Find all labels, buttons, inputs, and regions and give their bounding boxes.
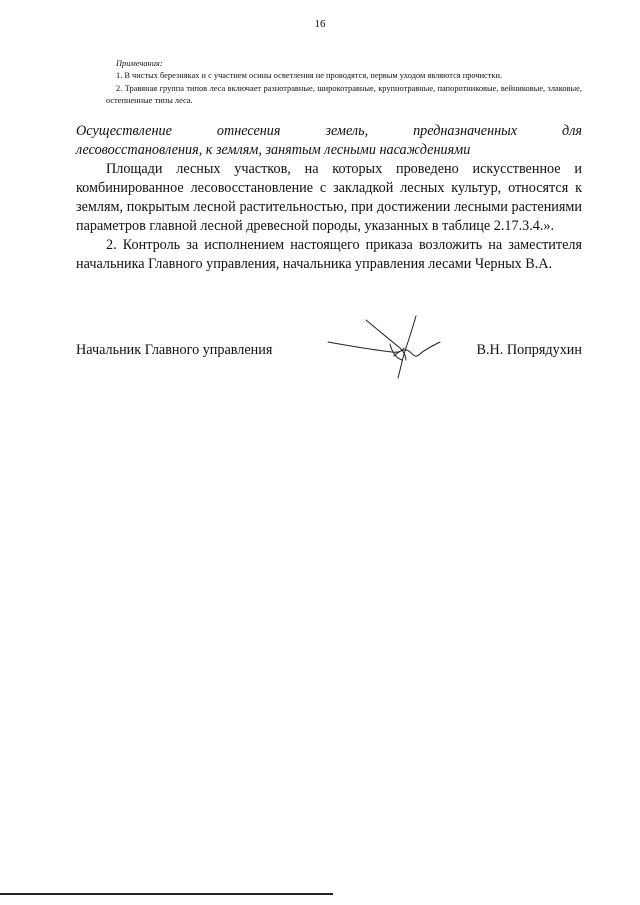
section-paragraph: Площади лесных участков, на которых проведено искусственное и комбинированное лесовосстановление с закладкой лесных культур, относятся к землям, покрытым лесной растительностью, при достижении лесными растениями параметров главной лесной древесной породы, указанных в таблице 2.17.3.4.». [76,161,582,234]
notes-block [106,58,582,108]
handwritten-signature [320,312,450,382]
section-heading-line-1: Осуществление отнесения земель, предназначенных для [76,123,582,139]
main-text [76,122,582,274]
signer-name: В.Н. Попрядухин [476,342,582,358]
bottom-rule [0,893,333,895]
page-number: 16 [314,18,326,30]
signer-title: Начальник Главного управления [76,342,273,358]
section-heading-line-2: лесовосстановления, к землям, занятым лесными насаждениями [76,142,471,158]
note-item-1: 1. В чистых березняках и с участием осины осветления не проводятся, первым уходом являются прочистки. [116,71,503,81]
point-2-paragraph: 2. Контроль за исполнением настоящего приказа возложить на заместителя начальника Главного управления, начальника управления лесами Черных В.А. [76,237,582,272]
note-item-2: 2. Травяная группа типов леса включает разнотравные, широкотравные, крупнотравные, папоротниковые, вейниковые, злаковые, остепненные типы леса. [106,83,582,106]
notes-title: Примечания: [116,59,163,68]
